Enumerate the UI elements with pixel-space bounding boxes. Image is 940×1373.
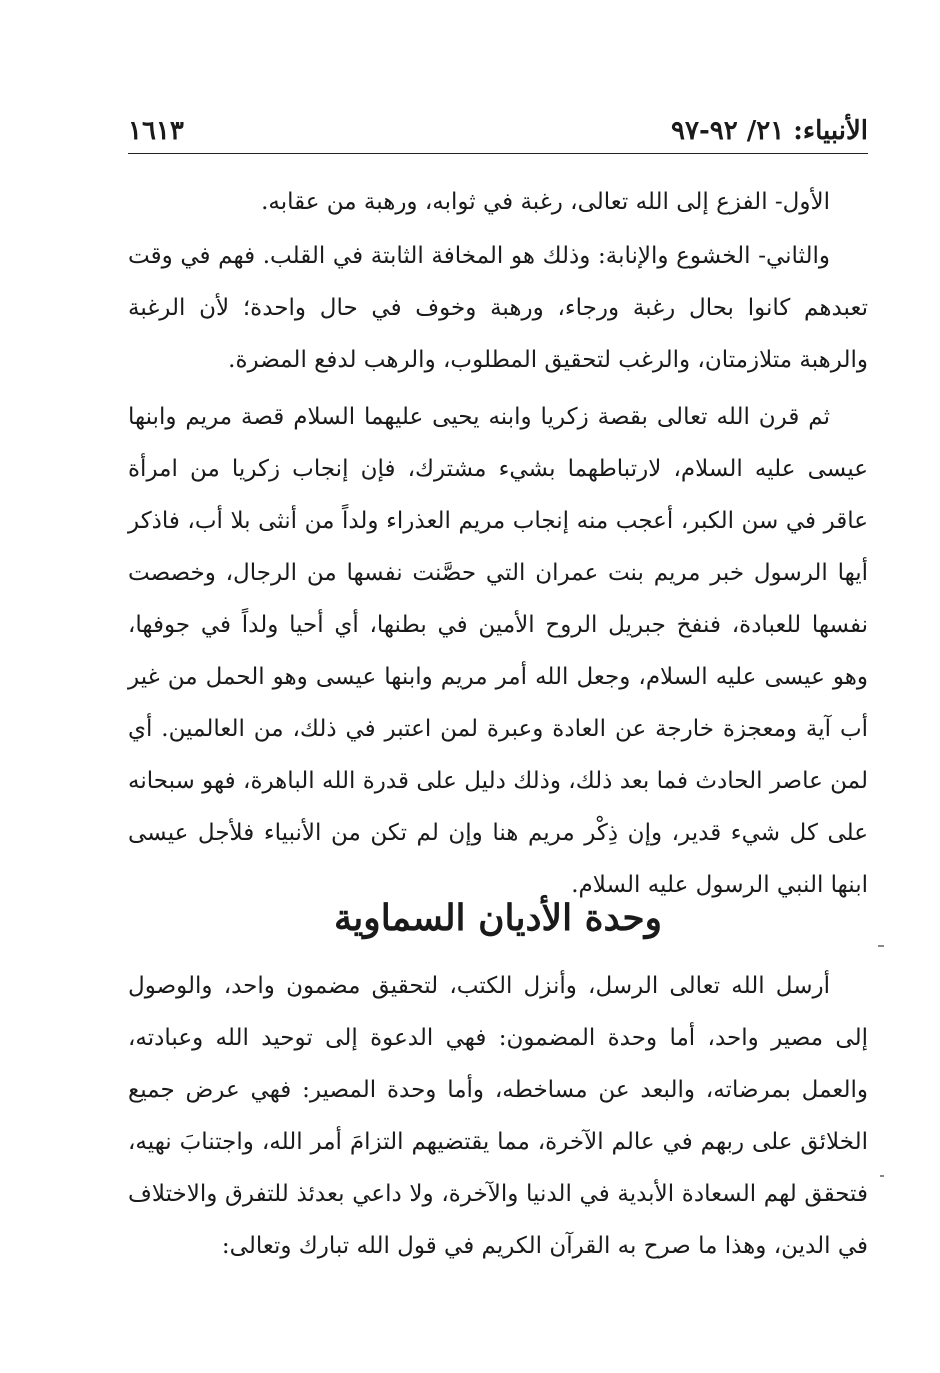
section-heading: وحدة الأديان السماوية xyxy=(333,897,663,939)
paragraph-maryam: ثم قرن الله تعالى بقصة زكريا وابنه يحيى عليهما السلام قصة مريم وابنها عيسى عليه السلام، لارتباطهما بشيء مشترك، فإن إنجاب زكريا من امرأة عاقر في سن الكبر، أعجب منه إنجاب مريم العذراء ولداً من أنثى بلا أب، فاذكر أيها الرسول خبر مريم بنت عمران التي حصَّنت نفسها من الرجال، وخصصت نفسها للعبادة، فنفخ جبريل الروح الأمين في بطنها، أي أحيا ولداً في جوفها، وهو عيسى عليه السلام، وجعل الله أمر مريم وابنها عيسى وهو الحمل من غير أب آية ومعجزة خارجة عن العادة وعبرة لمن اعتبر في ذلك، من العالمين. أي لمن عاصر الحادث فما بعد ذلك، وذلك دليل على قدرة الله الباهرة، فهو سبحانه على كل شيء قدير، وإن ذِكْر مريم هنا وإن لم تكن من الأنبياء فلأجل عيسى ابنها النبي الرسول عليه السلام. xyxy=(128,404,868,898)
scan-speck xyxy=(878,945,884,947)
page-number: ١٦١٣ xyxy=(128,116,184,146)
paragraph-block-3 xyxy=(128,391,868,911)
scan-speck xyxy=(880,1175,884,1177)
header-rule xyxy=(128,153,868,154)
running-title: الأنبياء: ٢١/ ٩٢-٩٧ xyxy=(671,116,868,146)
page-header xyxy=(128,112,868,150)
paragraph-block-1 xyxy=(128,176,868,228)
paragraph-unity: أرسل الله تعالى الرسل، وأنزل الكتب، لتحقيق مضمون واحد، والوصول إلى مصير واحد، أما وحدة المضمون: فهي الدعوة إلى توحيد الله وعبادته، والعمل بمرضاته، والبعد عن مساخطه، وأما وحدة المصير: فهي عرض جميع الخلائق على ربهم في عالم الآخرة، مما يقتضيهم التزامَ أمر الله، واجتنابَ نهيه، فتحقق لهم السعادة الأبدية في الدنيا والآخرة، ولا داعي بعدئذ للتفرق والاختلاف في الدين، وهذا ما صرح به القرآن الكريم في قول الله تبارك وتعالى: xyxy=(128,973,868,1259)
paragraph-block-4 xyxy=(128,960,868,1272)
paragraph-second: والثاني- الخشوع والإنابة: وذلك هو المخافة الثابتة في القلب. فهم في وقت تعبدهم كانوا بحال رغبة ورجاء، ورهبة وخوف في حال واحدة؛ لأن الرغبة والرهبة متلازمتان، والرغب لتحقيق المطلوب، والرهب لدفع المضرة. xyxy=(128,243,868,373)
paragraph-block-2 xyxy=(128,230,868,386)
paragraph-first: الأول- الفزع إلى الله تعالى، رغبة في ثوابه، ورهبة من عقابه. xyxy=(261,189,830,215)
